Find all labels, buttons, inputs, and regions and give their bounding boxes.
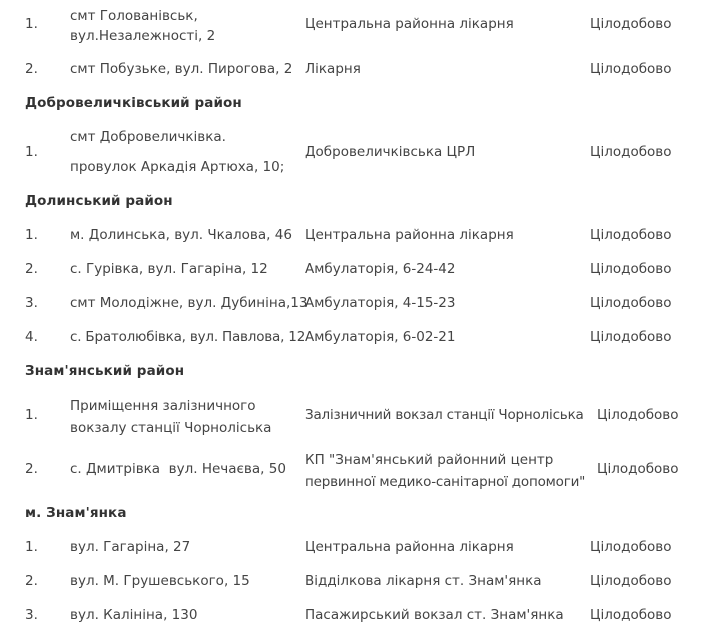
- hours: Цілодобово: [590, 16, 672, 32]
- row-number: 3.: [25, 607, 38, 623]
- address: с. Братолюбівка, вул. Павлова, 12: [70, 329, 306, 345]
- address: смт Побузьке, вул. Пирогова, 2: [70, 61, 293, 77]
- section-heading: Добровеличківський район: [25, 95, 242, 111]
- address: с. Гурівка, вул. Гагаріна, 12: [70, 261, 268, 277]
- hours: Цілодобово: [590, 607, 672, 623]
- address-line: смт Добровеличківка.: [70, 129, 226, 145]
- facility: Центральна районна лікарня: [305, 227, 514, 243]
- facility: Амбулаторія, 4-15-23: [305, 295, 456, 311]
- facility: Центральна районна лікарня: [305, 16, 514, 32]
- facility-line: первинної медико-санітарної допомоги": [305, 474, 586, 490]
- address-line: вокзалу станції Чорнолiська: [70, 420, 272, 436]
- address-line: вул.Незалежності, 2: [70, 28, 216, 44]
- facility: Добровеличківська ЦРЛ: [305, 144, 476, 160]
- row-number: 1.: [25, 227, 38, 243]
- hours: Цілодобово: [597, 407, 679, 423]
- section-heading: Долинський район: [25, 193, 173, 209]
- address-line: смт Голованівськ,: [70, 8, 198, 24]
- row-number: 1.: [25, 539, 38, 555]
- hours: Цілодобово: [590, 295, 672, 311]
- hours: Цілодобово: [590, 144, 672, 160]
- row-number: 1.: [25, 16, 38, 32]
- address: смт Молодіжне, вул. Дубиніна,13: [70, 295, 308, 311]
- row-number: 4.: [25, 329, 38, 345]
- facility: Амбулаторія, 6-24-42: [305, 261, 456, 277]
- facility: Центральна районна лікарня: [305, 539, 514, 555]
- address: с. Дмитрівка вул. Нечаєва, 50: [70, 461, 286, 477]
- hours: Цілодобово: [597, 461, 679, 477]
- row-number: 3.: [25, 295, 38, 311]
- hours: Цілодобово: [590, 329, 672, 345]
- address-line: провулок Аркадія Артюха, 10;: [70, 159, 285, 175]
- row-number: 1.: [25, 407, 38, 423]
- row-number: 1.: [25, 144, 38, 160]
- row-number: 2.: [25, 261, 38, 277]
- facility: Відділкова лікарня ст. Знам'янка: [305, 573, 542, 589]
- address-line: Приміщення залізничного: [70, 398, 256, 414]
- facility: Залізничний вокзал станції Чорнолiська: [305, 407, 584, 423]
- section-heading: м. Знам'янка: [25, 505, 127, 521]
- hours: Цілодобово: [590, 227, 672, 243]
- hours: Цілодобово: [590, 539, 672, 555]
- facility-line: КП "Знам'янський районний центр: [305, 452, 554, 468]
- facility: Амбулаторія, 6-02-21: [305, 329, 456, 345]
- row-number: 2.: [25, 573, 38, 589]
- hours: Цілодобово: [590, 61, 672, 77]
- address: м. Долинська, вул. Чкалова, 46: [70, 227, 292, 243]
- row-number: 2.: [25, 61, 38, 77]
- address: вул. Гагаріна, 27: [70, 539, 191, 555]
- facility: Пасажирський вокзал ст. Знам'янка: [305, 607, 564, 623]
- row-number: 2.: [25, 461, 38, 477]
- facility: Лікарня: [305, 61, 361, 77]
- section-heading: Знам'янський район: [25, 363, 185, 379]
- address: вул. Калініна, 130: [70, 607, 198, 623]
- hours: Цілодобово: [590, 573, 672, 589]
- hours: Цілодобово: [590, 261, 672, 277]
- address: вул. М. Грушевського, 15: [70, 573, 250, 589]
